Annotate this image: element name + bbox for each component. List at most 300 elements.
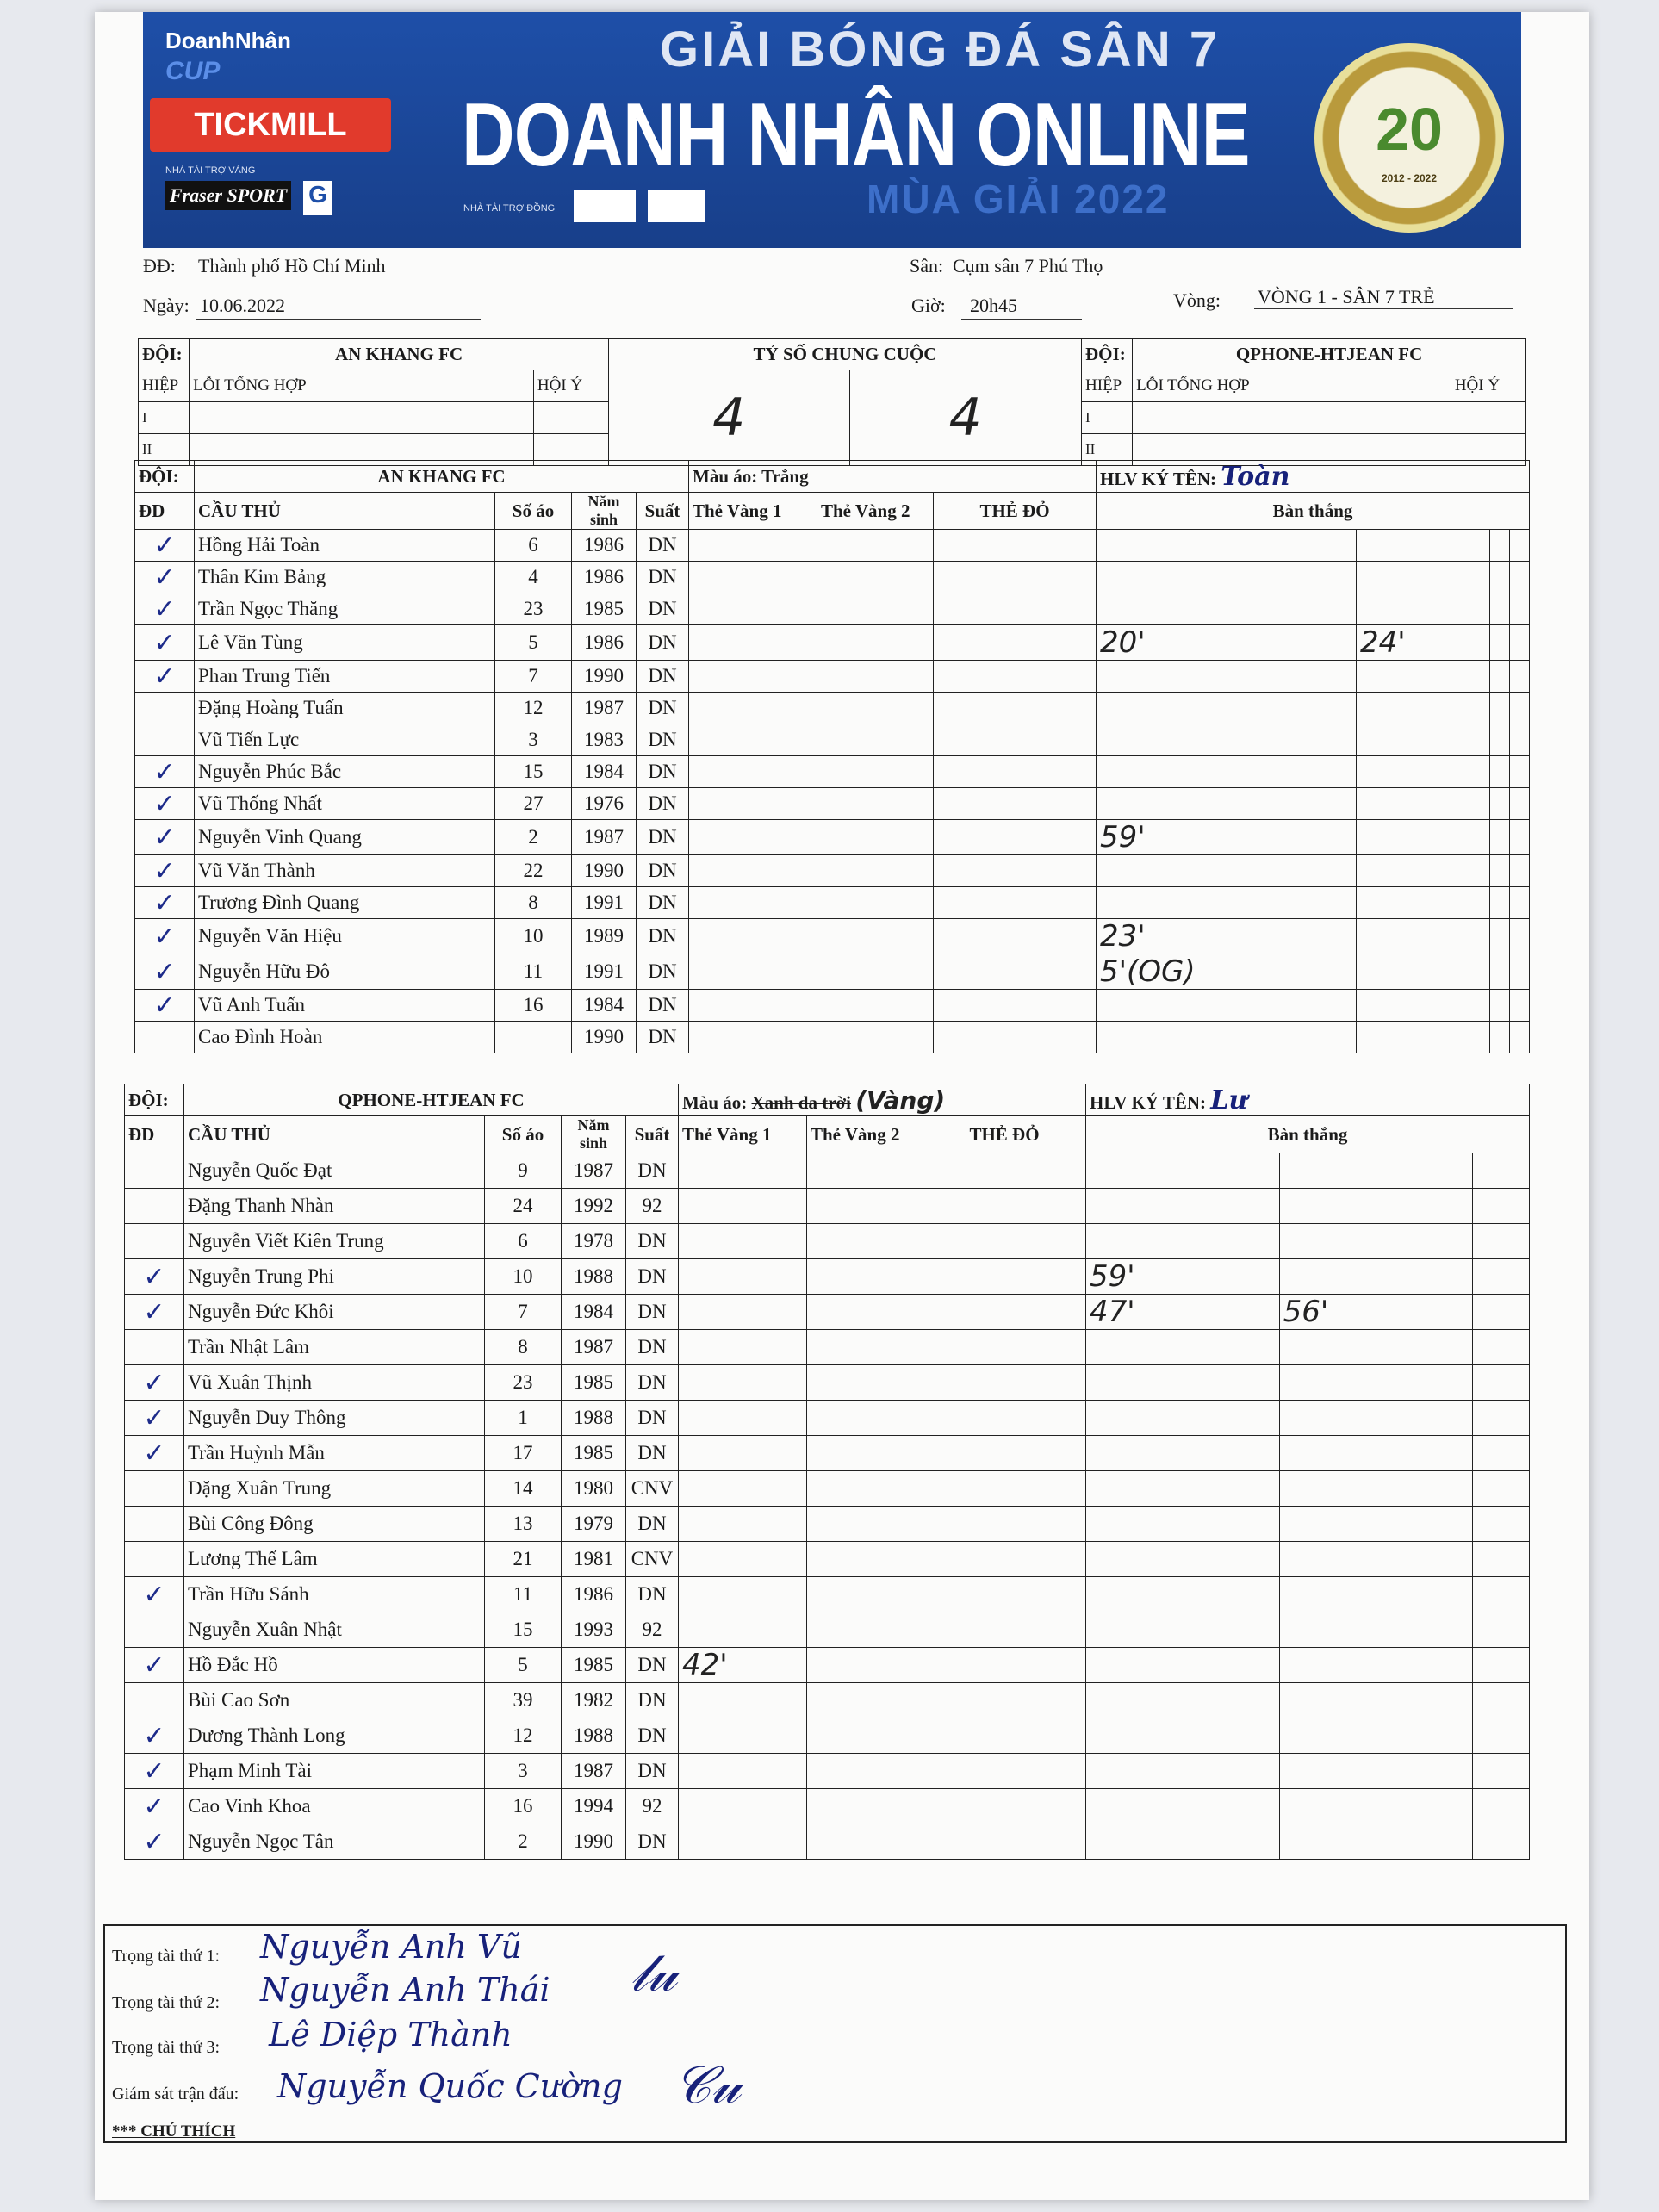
goal-1 <box>1097 756 1357 788</box>
goal-1 <box>1097 661 1357 693</box>
goal-2 <box>1279 1612 1473 1648</box>
shirt-number: 13 <box>485 1507 562 1542</box>
player-name: Cao Đình Hoàn <box>195 1022 495 1053</box>
goal-4 <box>1501 1401 1530 1436</box>
player-check-mark <box>135 724 195 756</box>
goal-4 <box>1501 1612 1530 1648</box>
goal-3 <box>1490 820 1510 855</box>
yellow-card-2 <box>807 1259 923 1295</box>
goal-1 <box>1097 593 1357 625</box>
shirt-number: 4 <box>495 562 572 593</box>
red-card <box>923 1153 1086 1189</box>
goal-2 <box>1356 919 1490 954</box>
shirt-number: 12 <box>495 693 572 724</box>
player-row <box>125 1401 1530 1436</box>
match-sheet <box>95 12 1589 2200</box>
shirt-number: 9 <box>485 1153 562 1189</box>
shirt-number: 10 <box>495 919 572 954</box>
shirt-number: 5 <box>495 625 572 661</box>
player-check-mark: ✓ <box>135 855 195 887</box>
yellow-card-1 <box>679 1330 807 1365</box>
goal-2 <box>1356 954 1490 990</box>
player-row <box>125 1224 1530 1259</box>
goal-1 <box>1086 1401 1280 1436</box>
birth-year: 1988 <box>562 1401 626 1436</box>
goal-4 <box>1501 1683 1530 1718</box>
player-name: Lương Thế Lâm <box>184 1542 485 1577</box>
birth-year: 1984 <box>562 1295 626 1330</box>
yellow-card-1 <box>679 1718 807 1754</box>
shirt-number: 5 <box>485 1648 562 1683</box>
player-type: 92 <box>626 1189 679 1224</box>
player-name: Nguyễn Văn Hiệu <box>195 919 495 954</box>
player-type: DN <box>626 1754 679 1789</box>
goal-2: 24' <box>1356 625 1490 661</box>
coach-b-signature: Lư <box>1210 1084 1248 1115</box>
yellow-card-1 <box>679 1754 807 1789</box>
player-type: DN <box>637 593 689 625</box>
yellow-card-1 <box>679 1259 807 1295</box>
player-type: DN <box>626 1224 679 1259</box>
player-type: CNV <box>626 1542 679 1577</box>
player-row <box>135 820 1530 855</box>
bronze-sponsor-label: NHÀ TÀI TRỢ ĐỒNG <box>463 203 556 214</box>
player-name: Thân Kim Bảng <box>195 562 495 593</box>
player-row <box>135 990 1530 1022</box>
player-check-mark: ✓ <box>135 820 195 855</box>
time-label: Giờ: <box>911 295 946 316</box>
goal-4 <box>1510 625 1530 661</box>
ref2-name: Nguyễn Anh Thái <box>260 1971 550 2009</box>
goal-3 <box>1473 1365 1501 1401</box>
red-card <box>934 887 1097 919</box>
player-row <box>135 756 1530 788</box>
shirt-number: 12 <box>485 1718 562 1754</box>
yellow-card-2 <box>817 887 934 919</box>
player-check-mark <box>125 1683 184 1718</box>
goal-1 <box>1097 887 1357 919</box>
goal-4 <box>1510 919 1530 954</box>
player-name: Vũ Tiến Lực <box>195 724 495 756</box>
yellow-card-1 <box>679 1401 807 1436</box>
birth-year: 1987 <box>572 693 637 724</box>
goal-2: 56' <box>1279 1295 1473 1330</box>
yellow-card-2 <box>807 1612 923 1648</box>
shirt-number: 7 <box>485 1295 562 1330</box>
goal-1 <box>1086 1224 1280 1259</box>
player-check-mark: ✓ <box>135 530 195 562</box>
supervisor-name: Nguyễn Quốc Cường <box>277 2067 623 2105</box>
red-card <box>923 1401 1086 1436</box>
player-type: DN <box>637 855 689 887</box>
yellow-card-1 <box>679 1577 807 1612</box>
player-name: Vũ Văn Thành <box>195 855 495 887</box>
player-type: DN <box>626 1824 679 1860</box>
player-row <box>125 1365 1530 1401</box>
shirt-number: 27 <box>495 788 572 820</box>
goal-4 <box>1501 1718 1530 1754</box>
player-type: DN <box>626 1577 679 1612</box>
cup-label: CUP <box>165 57 221 85</box>
red-card <box>934 756 1097 788</box>
goal-4 <box>1501 1330 1530 1365</box>
goal-1 <box>1086 1824 1280 1860</box>
goal-4 <box>1501 1436 1530 1471</box>
player-row <box>135 724 1530 756</box>
red-card <box>923 1224 1086 1259</box>
shirt-number: 1 <box>485 1401 562 1436</box>
yellow-card-2 <box>807 1648 923 1683</box>
player-check-mark: ✓ <box>125 1718 184 1754</box>
yellow-card-1 <box>689 756 817 788</box>
yellow-card-2 <box>817 756 934 788</box>
goal-4 <box>1510 530 1530 562</box>
goal-3 <box>1490 1022 1510 1053</box>
goal-3 <box>1490 990 1510 1022</box>
birth-year: 1991 <box>572 954 637 990</box>
goal-3 <box>1473 1189 1501 1224</box>
goal-1 <box>1086 1365 1280 1401</box>
yellow-card-1 <box>689 593 817 625</box>
player-name: Nguyễn Hữu Đô <box>195 954 495 990</box>
yellow-card-2 <box>807 1189 923 1224</box>
yellow-card-1 <box>689 788 817 820</box>
goal-3 <box>1473 1471 1501 1507</box>
player-row <box>125 1789 1530 1824</box>
player-check-mark: ✓ <box>125 1648 184 1683</box>
player-row <box>135 562 1530 593</box>
yellow-card-1 <box>689 887 817 919</box>
goal-1: 59' <box>1097 820 1357 855</box>
referee-section <box>103 1924 1567 2143</box>
yellow-card-1 <box>689 1022 817 1053</box>
goal-1 <box>1086 1507 1280 1542</box>
goal-2 <box>1279 1683 1473 1718</box>
player-type: DN <box>637 756 689 788</box>
yellow-card-1 <box>679 1789 807 1824</box>
goal-2 <box>1279 1153 1473 1189</box>
red-card <box>934 820 1097 855</box>
goal-2 <box>1279 1401 1473 1436</box>
red-card <box>923 1189 1086 1224</box>
coach-sign-label: HLV KÝ TÊN: <box>1100 468 1216 489</box>
goal-2 <box>1279 1577 1473 1612</box>
red-card <box>934 661 1097 693</box>
goal-4 <box>1510 756 1530 788</box>
goal-4 <box>1501 1189 1530 1224</box>
shirt-number: 8 <box>485 1330 562 1365</box>
yellow-card-2 <box>807 1224 923 1259</box>
birth-year: 1978 <box>562 1224 626 1259</box>
red-card <box>923 1683 1086 1718</box>
red-card <box>934 562 1097 593</box>
yellow-card-1 <box>689 693 817 724</box>
player-check-mark: ✓ <box>135 625 195 661</box>
player-type: 92 <box>626 1789 679 1824</box>
red-card <box>923 1754 1086 1789</box>
shirt-number: 16 <box>485 1789 562 1824</box>
goal-3 <box>1473 1224 1501 1259</box>
player-row <box>135 661 1530 693</box>
birth-year: 1989 <box>572 919 637 954</box>
goal-1 <box>1097 855 1357 887</box>
birth-year: 1988 <box>562 1718 626 1754</box>
player-type: DN <box>637 919 689 954</box>
player-type: DN <box>626 1436 679 1471</box>
shirt-number: 11 <box>485 1577 562 1612</box>
yellow-card-2 <box>817 788 934 820</box>
birth-year: 1987 <box>562 1153 626 1189</box>
player-type: DN <box>637 530 689 562</box>
banner-line1: GIẢI BÓNG ĐÁ SÂN 7 <box>660 22 1221 78</box>
goal-2 <box>1279 1648 1473 1683</box>
yellow-card-2 <box>807 1824 923 1860</box>
player-row <box>125 1612 1530 1648</box>
player-row <box>125 1542 1530 1577</box>
birth-year: 1985 <box>572 593 637 625</box>
team-b-name: QPHONE-HTJEAN FC <box>184 1084 679 1116</box>
note-label: *** CHÚ THÍCH <box>112 2122 236 2141</box>
goal-1 <box>1097 1022 1357 1053</box>
player-row <box>125 1153 1530 1189</box>
player-name: Đặng Thanh Nhàn <box>184 1189 485 1224</box>
shirt-number: 17 <box>485 1436 562 1471</box>
goal-3 <box>1473 1401 1501 1436</box>
goal-3 <box>1473 1612 1501 1648</box>
player-name: Nguyễn Quốc Đạt <box>184 1153 485 1189</box>
goal-2 <box>1279 1754 1473 1789</box>
player-check-mark <box>125 1542 184 1577</box>
player-type: DN <box>637 820 689 855</box>
shirt-number: 3 <box>485 1754 562 1789</box>
goal-4 <box>1510 954 1530 990</box>
player-name: Trương Đình Quang <box>195 887 495 919</box>
goal-4 <box>1510 1022 1530 1053</box>
yellow-card-2 <box>807 1401 923 1436</box>
summary-team-a: AN KHANG FC <box>190 339 609 370</box>
birth-year: 1981 <box>562 1542 626 1577</box>
player-name: Phạm Minh Tài <box>184 1754 485 1789</box>
yellow-card-1 <box>679 1224 807 1259</box>
yellow-card-1 <box>679 1542 807 1577</box>
player-row <box>135 954 1530 990</box>
goal-1 <box>1086 1471 1280 1507</box>
player-type: DN <box>637 693 689 724</box>
red-card <box>923 1789 1086 1824</box>
yellow-card-1 <box>689 625 817 661</box>
goal-2 <box>1356 530 1490 562</box>
goal-1 <box>1097 724 1357 756</box>
player-type: DN <box>626 1365 679 1401</box>
player-check-mark: ✓ <box>125 1259 184 1295</box>
player-name: Nguyễn Đức Khôi <box>184 1295 485 1330</box>
venue-label: ĐĐ: <box>143 255 176 276</box>
player-check-mark: ✓ <box>135 661 195 693</box>
goal-4 <box>1510 855 1530 887</box>
goal-3 <box>1473 1153 1501 1189</box>
yellow-card-1 <box>679 1436 807 1471</box>
birth-year: 1986 <box>572 562 637 593</box>
red-card <box>934 855 1097 887</box>
player-check-mark <box>125 1153 184 1189</box>
player-row <box>125 1577 1530 1612</box>
goal-2 <box>1279 1189 1473 1224</box>
goal-4 <box>1510 820 1530 855</box>
shirt-number: 22 <box>495 855 572 887</box>
birth-year: 1982 <box>562 1683 626 1718</box>
player-name: Nguyễn Viết Kiên Trung <box>184 1224 485 1259</box>
birth-year: 1984 <box>572 756 637 788</box>
yellow-card-2 <box>817 661 934 693</box>
shirt-number: 6 <box>495 530 572 562</box>
goal-2 <box>1356 855 1490 887</box>
goal-4 <box>1510 788 1530 820</box>
player-name: Trần Hữu Sánh <box>184 1577 485 1612</box>
red-card <box>934 693 1097 724</box>
player-check-mark <box>125 1471 184 1507</box>
player-name: Dương Thành Long <box>184 1718 485 1754</box>
yellow-card-2 <box>807 1436 923 1471</box>
red-card <box>934 788 1097 820</box>
player-check-mark <box>125 1330 184 1365</box>
goal-3 <box>1473 1683 1501 1718</box>
player-name: Trần Ngọc Thăng <box>195 593 495 625</box>
player-row <box>125 1824 1530 1860</box>
goal-2 <box>1279 1824 1473 1860</box>
goal-1 <box>1097 530 1357 562</box>
score-summary-table: ĐỘI: AN KHANG FC TỶ SỐ CHUNG CUỘC ĐỘI: QPHONE-HTJEAN FC HIỆP LỖI TỔNG HỢP HỘI Ý 4 4 HIỆP LỖI TỔNG HỢP HỘI Ý I I II II <box>138 338 1526 466</box>
goal-3 <box>1473 1754 1501 1789</box>
player-check-mark: ✓ <box>125 1789 184 1824</box>
yellow-card-2 <box>807 1330 923 1365</box>
ref1-signature: 𝓁𝓊 <box>631 1943 677 2004</box>
goal-2 <box>1356 1022 1490 1053</box>
red-card <box>923 1259 1086 1295</box>
goal-2 <box>1279 1507 1473 1542</box>
time-value: 20h45 <box>970 295 1017 316</box>
goal-3 <box>1473 1542 1501 1577</box>
goal-4 <box>1510 693 1530 724</box>
goal-4 <box>1501 1507 1530 1542</box>
player-type: DN <box>637 625 689 661</box>
goal-2 <box>1279 1224 1473 1259</box>
birth-year: 1987 <box>572 820 637 855</box>
player-row <box>125 1189 1530 1224</box>
goal-3 <box>1490 593 1510 625</box>
ref1-label: Trọng tài thứ 1: <box>112 1947 221 1966</box>
player-row <box>125 1471 1530 1507</box>
birth-year: 1990 <box>572 661 637 693</box>
goal-4 <box>1501 1259 1530 1295</box>
goal-4 <box>1501 1224 1530 1259</box>
player-type: DN <box>626 1507 679 1542</box>
shirt-number: 15 <box>485 1612 562 1648</box>
red-card <box>934 1022 1097 1053</box>
goal-3 <box>1490 954 1510 990</box>
shirt-number: 14 <box>485 1471 562 1507</box>
goal-4 <box>1501 1789 1530 1824</box>
goal-1 <box>1086 1754 1280 1789</box>
goal-3 <box>1490 887 1510 919</box>
player-check-mark: ✓ <box>135 562 195 593</box>
yellow-card-1 <box>689 724 817 756</box>
yellow-card-2 <box>817 625 934 661</box>
player-type: DN <box>626 1259 679 1295</box>
fraser-sport-logo: Fraser SPORT <box>165 181 291 210</box>
red-card <box>923 1824 1086 1860</box>
pitch-label: Sân: <box>910 255 944 276</box>
red-card <box>923 1471 1086 1507</box>
yellow-card-2 <box>817 593 934 625</box>
yellow-card-2 <box>817 693 934 724</box>
player-name: Hồng Hải Toàn <box>195 530 495 562</box>
goal-3 <box>1473 1824 1501 1860</box>
goal-1: 47' <box>1086 1295 1280 1330</box>
goal-4 <box>1510 593 1530 625</box>
shirt-number: 7 <box>495 661 572 693</box>
goal-1 <box>1097 562 1357 593</box>
goal-1 <box>1086 1612 1280 1648</box>
goal-1 <box>1086 1542 1280 1577</box>
birth-year: 1987 <box>562 1754 626 1789</box>
player-name: Đặng Hoàng Tuấn <box>195 693 495 724</box>
goal-2 <box>1356 724 1490 756</box>
score-team-b: 4 <box>849 370 1082 466</box>
shirt-number: 21 <box>485 1542 562 1577</box>
player-name: Đặng Xuân Trung <box>184 1471 485 1507</box>
goal-2 <box>1356 788 1490 820</box>
player-check-mark: ✓ <box>135 887 195 919</box>
ref1-name: Nguyễn Anh Vũ <box>260 1928 522 1966</box>
goal-1 <box>1086 1436 1280 1471</box>
yellow-card-1 <box>679 1471 807 1507</box>
yellow-card-2 <box>817 530 934 562</box>
goal-4 <box>1510 724 1530 756</box>
goal-2 <box>1279 1718 1473 1754</box>
round-label: Vòng: <box>1173 289 1221 311</box>
team-a-roster-table: ĐỘI: AN KHANG FC Màu áo: Trắng HLV KÝ TÊN: Toàn ĐD CẦU THỦ Số áo Năm sinh Suất Thẻ Vàng 1 Thẻ Vàng 2 THẺ ĐỎ Bàn thắng ✓ Hồng Hải Toàn 6 1986 DN ✓ Thân Kim Bảng 4 1986 DN ✓ Trần Ngọc Thăng 23 1985 DN ✓ Lê Văn Tùng 5 1986 DN 20' 24' ✓ Phan Trung Tiến 7 1990 DN Đặng Hoàng Tuấn 12 1987 DN Vũ Tiến Lực 3 1983 DN ✓ Nguyễn Phúc Bắc 15 1984 DN ✓ Vũ Thống Nhất 27 1976 DN ✓ Nguyễn Vinh Quang 2 1987 DN 59' ✓ Vũ Văn Thành 22 1990 DN ✓ Trương Đình Quang 8 1991 DN ✓ Nguyễn Văn Hiệu 10 1989 DN 23' ✓ Nguyễn Hữu Đô 11 1991 DN 5'(OG) ✓ Vũ Anh Tuấn 16 1984 DN Cao Đình Hoàn 1990 DN <box>134 460 1530 1053</box>
goal-2 <box>1279 1365 1473 1401</box>
player-check-mark: ✓ <box>125 1577 184 1612</box>
player-type: DN <box>626 1295 679 1330</box>
goal-3 <box>1490 530 1510 562</box>
red-card <box>934 593 1097 625</box>
yellow-card-1 <box>679 1189 807 1224</box>
goal-2 <box>1356 820 1490 855</box>
goal-2 <box>1356 693 1490 724</box>
player-row <box>135 693 1530 724</box>
shirt-number: 39 <box>485 1683 562 1718</box>
summary-team-b: QPHONE-HTJEAN FC <box>1133 339 1526 370</box>
goal-4 <box>1501 1365 1530 1401</box>
yellow-card-1 <box>679 1507 807 1542</box>
goal-1: 23' <box>1097 919 1357 954</box>
anniversary-medal <box>1314 43 1504 233</box>
birth-year: 1990 <box>562 1824 626 1860</box>
goal-3 <box>1473 1436 1501 1471</box>
yellow-card-2 <box>817 855 934 887</box>
player-name: Bùi Cao Sơn <box>184 1683 485 1718</box>
player-row <box>125 1330 1530 1365</box>
goal-1 <box>1086 1718 1280 1754</box>
player-name: Nguyễn Duy Thông <box>184 1401 485 1436</box>
red-card <box>923 1718 1086 1754</box>
goal-1 <box>1097 788 1357 820</box>
player-check-mark: ✓ <box>135 593 195 625</box>
player-name: Cao Vinh Khoa <box>184 1789 485 1824</box>
player-row <box>125 1507 1530 1542</box>
shirt-number: 11 <box>495 954 572 990</box>
